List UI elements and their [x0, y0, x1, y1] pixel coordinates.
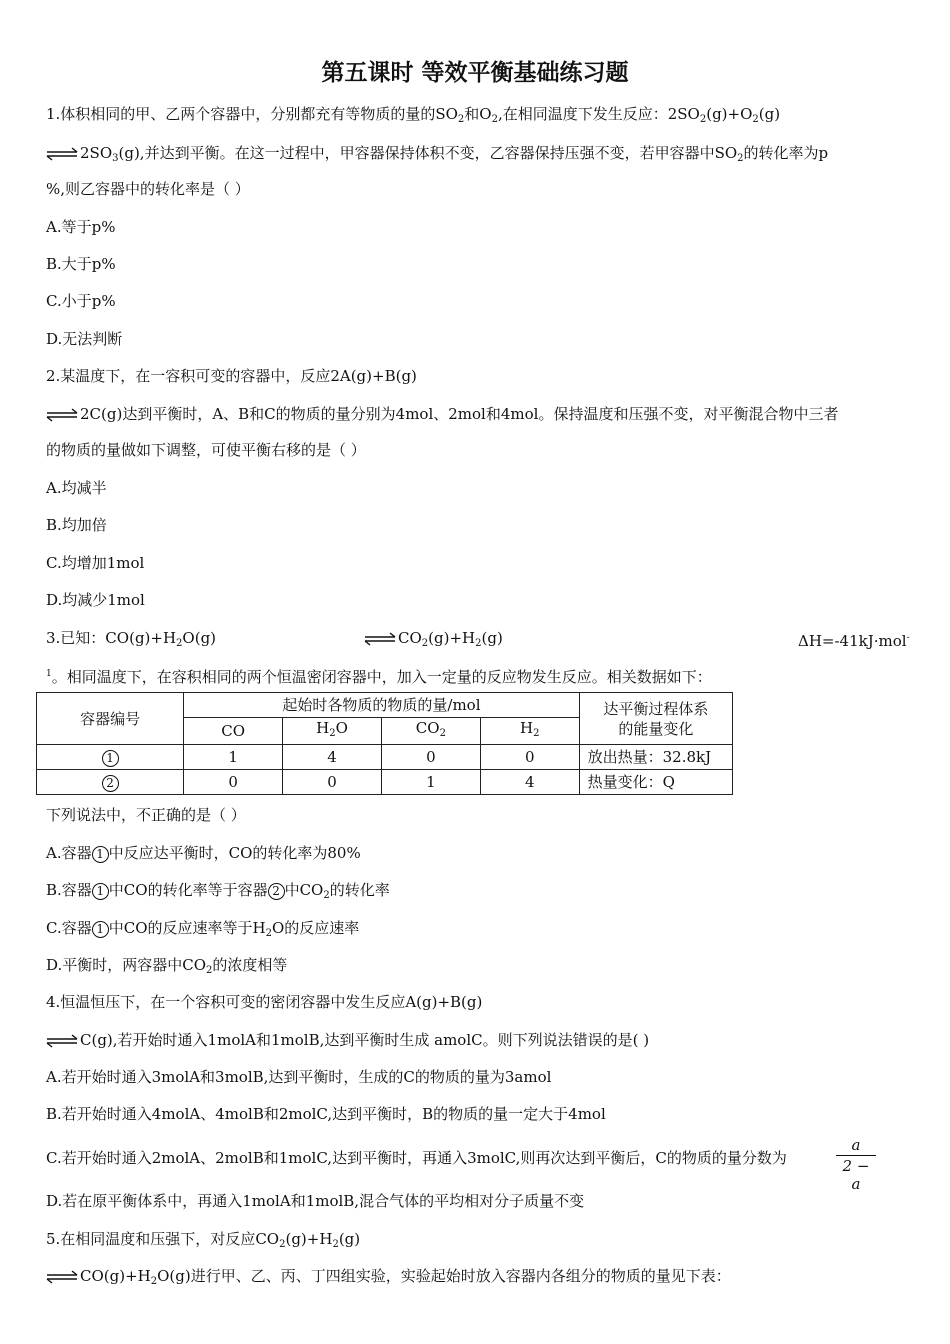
equilibrium-arrow-icon: [46, 147, 78, 161]
q5-line2: $CO(g)+H_2O(g)$进行甲、乙、丙、丁四组实验，实验起始时放入容器内各组分的物质的量见下表：: [46, 1266, 731, 1292]
q4-line1: 4.恒温恒压下，在一个容积可变的密闭容器中发生反应A(g)+B(g): [46, 993, 483, 1011]
q2-option-d: D.均减少1mol: [46, 591, 145, 609]
q2-line2: 2C(g)达到平衡时，A、B和C的物质的量分别为4mol、2mol和4mol。保持温度和压强不变，对平衡混合物中三者: [46, 404, 838, 424]
q1-option-c: C.小于p%: [46, 292, 116, 310]
cell-co: 0: [184, 770, 283, 795]
q2-line1: 2.某温度下，在一容积可变的容器中，反应2A(g)+B(g): [46, 367, 417, 385]
cell-energy: 放出热量：32.8kJ: [579, 745, 732, 770]
cell-h2: 0: [480, 745, 579, 770]
fraction-a-over-2-minus-a: a 2 − a: [836, 1136, 876, 1193]
table-row: [37, 745, 733, 770]
q2-option-a: A.均减半: [46, 479, 107, 497]
cell-co2: 1: [381, 770, 480, 795]
header-co2: $CO_2$: [381, 718, 480, 745]
q3-line1-mid: $CO_2(g)+H_2(g)$: [364, 628, 503, 654]
q3-option-a: A.容器 1 中反应达平衡时，CO的转化率为80%: [46, 844, 361, 862]
equilibrium-arrow-icon: [46, 1034, 78, 1048]
header-h2o: $H_2O$: [283, 718, 382, 745]
cell-h2o: 0: [283, 770, 382, 795]
equilibrium-arrow-icon: [46, 1270, 78, 1284]
q1-line2: $2SO_3(g)$,并达到平衡。在这一过程中，甲容器保持体积不变，乙容器保持压强不变，若甲容器中$SO_2$的转化率为p: [46, 143, 828, 169]
q3-line1-left: 3.已知：$CO(g)+H_2O(g)$: [46, 629, 217, 649]
q2-line3: 的物质的量做如下调整，可使平衡右移的是（ ）: [46, 441, 366, 459]
q3-delta-h: ΔH=-41kJ·mol-: [798, 632, 910, 650]
q1-line1: 1.体积相同的甲、乙两个容器中，分别都充有等物质的量的$SO_2$和$O_2$,在相同温度下发生反应：$2SO_2(g)+O_2(g)$: [46, 105, 781, 125]
page-title: 第五课时 等效平衡基础练习题: [321, 60, 629, 86]
q3-option-c: C.容器 1 中CO的反应速率等于$H_2O$的反应速率: [46, 919, 360, 939]
equilibrium-arrow-icon: [364, 632, 396, 646]
table-row: [37, 770, 733, 795]
cell-co: 1: [184, 745, 283, 770]
q3-stem: 下列说法中，不正确的是（ ）: [46, 806, 246, 824]
q2-option-c: C.均增加1mol: [46, 554, 145, 572]
q4-option-b: B.若开始时通入4molA、4molB和2molC,达到平衡时，B的物质的量一定大于4mol: [46, 1105, 606, 1123]
q1-option-b: B.大于p%: [46, 255, 116, 273]
q4-option-a: A.若开始时通入3molA和3molB,达到平衡时，生成的C的物质的量为3amol: [46, 1068, 552, 1086]
q2-option-b: B.均加倍: [46, 516, 107, 534]
q3-option-d: D.平衡时，两容器中$CO_2$的浓度相等: [46, 956, 288, 976]
vessel-id: 2: [37, 770, 184, 795]
q3-data-table: [36, 692, 733, 795]
equilibrium-arrow-icon: [46, 408, 78, 422]
header-h2: $H_2$: [480, 718, 579, 745]
q3-line2: $^1$。相同温度下，在容积相同的两个恒温密闭容器中，加入一定量的反应物发生反应。相关数据如下：: [46, 668, 712, 686]
header-start-amount: 起始时各物质的物质的量/mol: [184, 693, 579, 718]
header-co: CO: [184, 718, 283, 745]
header-energy: 达平衡过程体系 的能量变化: [579, 693, 732, 745]
cell-energy: 热量变化：Q: [579, 770, 732, 795]
q4-option-d: D.若在原平衡体系中，再通入1molA和1molB,混合气体的平均相对分子质量不变: [46, 1192, 585, 1210]
cell-co2: 0: [381, 745, 480, 770]
q1-option-d: D.无法判断: [46, 330, 123, 348]
q4-option-c: C.若开始时通入2molA、2molB和1molC,达到平衡时，再通入3molC,则再次达到平衡后，C的物质的量分数为: [46, 1149, 787, 1167]
q5-line1: 5.在相同温度和压强下，对反应$CO_2(g)+H_2(g)$: [46, 1230, 361, 1250]
q1-option-a: A.等于p%: [46, 218, 116, 236]
q1-line3: %,则乙容器中的转化率是（ ）: [46, 180, 250, 198]
q3-option-b: B.容器 1 中CO的转化率等于容器 2 中$CO_2$的转化率: [46, 881, 390, 901]
q4-line2: C(g),若开始时通入1molA和1molB,达到平衡时生成 amolC。则下列说法错误的是( ): [46, 1030, 649, 1050]
vessel-id: 1: [37, 745, 184, 770]
header-vessel: 容器编号: [37, 693, 184, 745]
cell-h2o: 4: [283, 745, 382, 770]
cell-h2: 4: [480, 770, 579, 795]
